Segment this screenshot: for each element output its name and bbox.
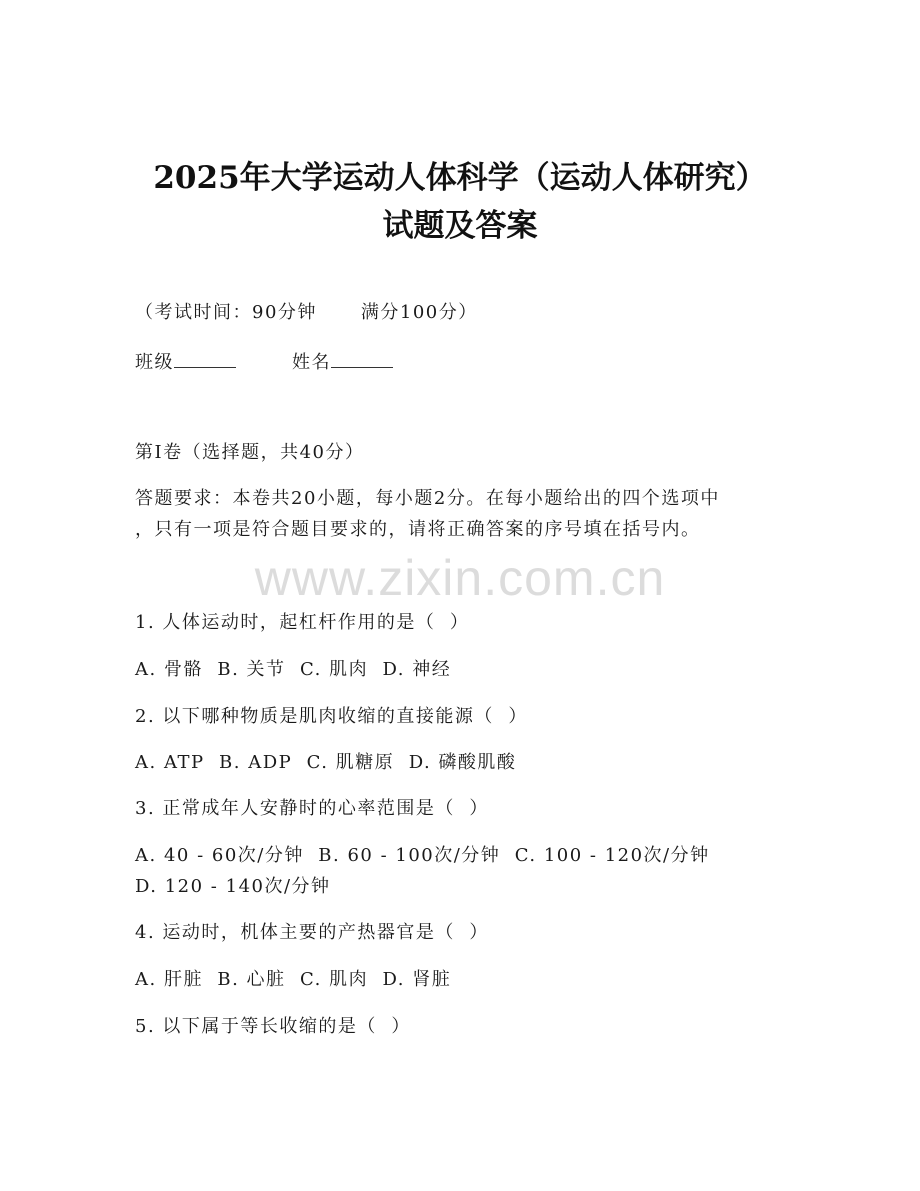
watermark: www.zixin.com.cn — [254, 550, 666, 606]
question-2-stem: 2. 以下哪种物质是肌肉收缩的直接能源（ ） — [135, 706, 528, 727]
question-3-stem: 3. 正常成年人安静时的心率范围是（ ） — [135, 798, 489, 819]
class-blank[interactable] — [174, 349, 236, 368]
section-instructions-line-2: ，只有一项是符合题目要求的，请将正确答案的序号填在括号内。 — [135, 519, 701, 540]
question-1-options: A. 骨骼 B. 关节 C. 肌肉 D. 神经 — [135, 659, 452, 680]
question-3-options-line-2: D. 120 - 140次/分钟 — [135, 876, 331, 897]
question-3-options: A. 40 - 60次/分钟 B. 60 - 100次/分钟 C. 100 - 120次/分钟 — [135, 845, 710, 866]
exam-full-score: 满分100分） — [360, 302, 478, 323]
class-label: 班级 — [135, 352, 174, 373]
exam-title-line-1: 2025年大学运动人体科学（运动人体研究） — [153, 160, 767, 196]
question-2-options: A. ATP B. ADP C. 肌糖原 D. 磷酸肌酸 — [135, 752, 517, 773]
exam-title-line-2: 试题及答案 — [382, 208, 538, 244]
question-4-stem: 4. 运动时，机体主要的产热器官是（ ） — [135, 922, 489, 943]
section-instructions-line-1: 答题要求：本卷共20小题，每小题2分。在每小题给出的四个选项中 — [135, 488, 720, 509]
name-label: 姓名 — [292, 352, 331, 373]
exam-info — [135, 301, 478, 325]
section-heading: 第I卷（选择题，共40分） — [135, 442, 365, 463]
question-4-options: A. 肝脏 B. 心脏 C. 肌肉 D. 肾脏 — [135, 969, 452, 990]
student-info — [135, 349, 393, 375]
question-1-stem: 1. 人体运动时，起杠杆作用的是（ ） — [135, 612, 470, 633]
name-blank[interactable] — [331, 349, 393, 368]
exam-time-note: （考试时间：90分钟 — [135, 302, 317, 323]
question-5-stem: 5. 以下属于等长收缩的是（ ） — [135, 1016, 411, 1037]
